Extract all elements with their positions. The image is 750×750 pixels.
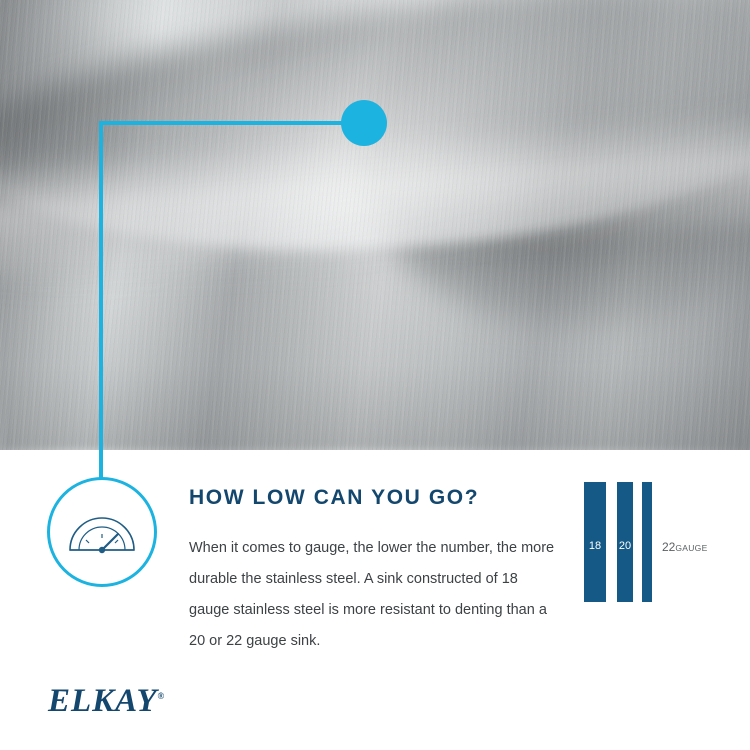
- brand-logo-name: ELKAY: [48, 683, 158, 719]
- gauge-bar-label-22-suffix: GAUGE: [675, 543, 708, 553]
- page-title: HOW LOW CAN YOU GO?: [189, 486, 480, 509]
- gauge-bar-label-20: 20: [618, 540, 632, 552]
- gauge-badge: [47, 477, 157, 587]
- body-text: When it comes to gauge, the lower the number, the more durable the stainless steel. A sink constructed of 18 gauge stainless steel is more resistant to denting than a 20 or 22 gauge sink.: [189, 540, 555, 649]
- gauge-bar-label-22: [662, 540, 708, 554]
- registered-trademark-icon: ®: [157, 691, 165, 701]
- gauge-bar-label-18: 18: [588, 540, 602, 552]
- gauge-bar-label-22-number: 22: [662, 540, 676, 554]
- gauge-bar-22: [642, 482, 652, 602]
- brand-logo-text: [48, 679, 208, 718]
- gauge-icon: [66, 506, 138, 558]
- brand-logo: [48, 679, 208, 719]
